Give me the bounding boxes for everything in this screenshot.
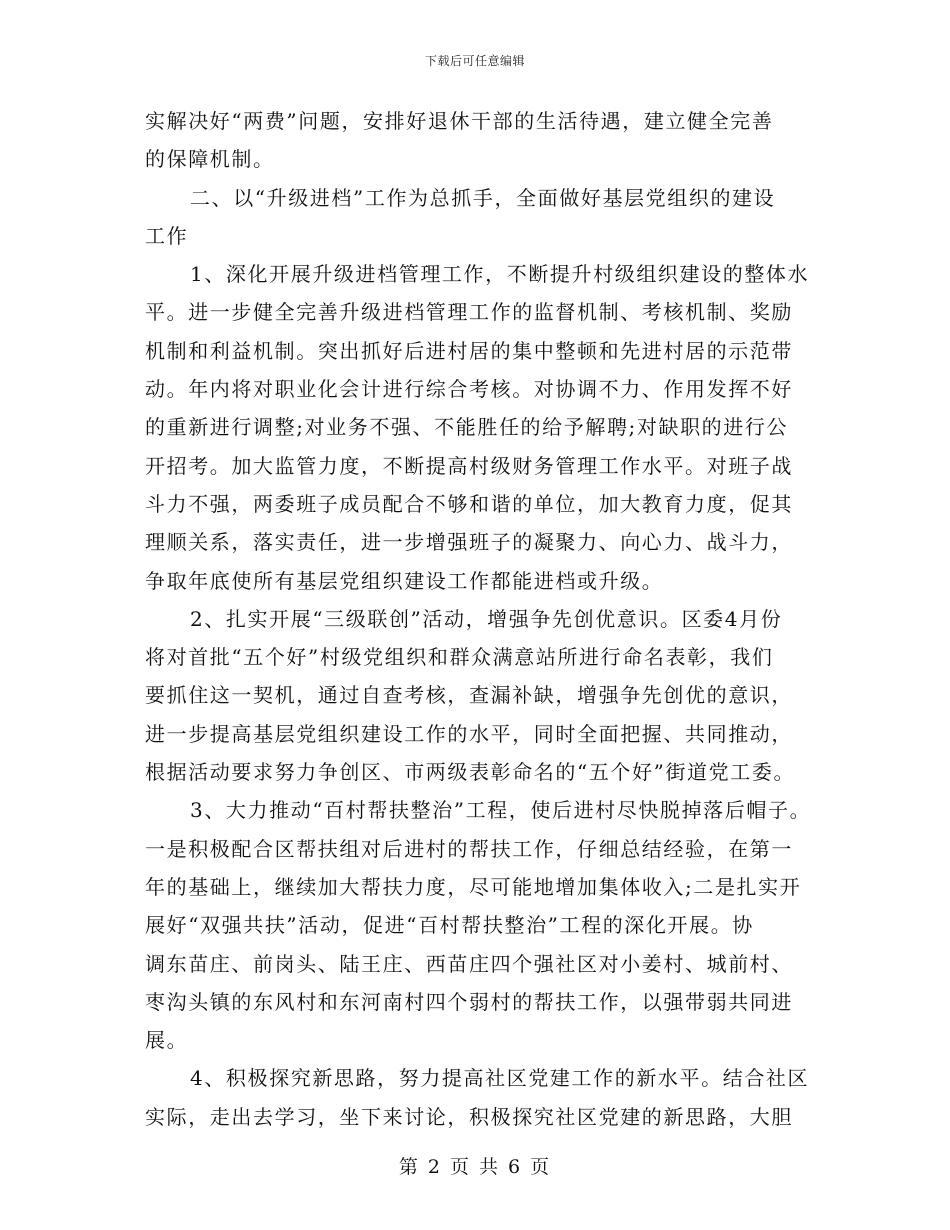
section-heading-cont: 工作	[145, 223, 189, 248]
text-line: 要抓住这一契机，通过自查考核，查漏补缺，增强争先创优的意识，	[145, 683, 793, 708]
text-line: 动。年内将对职业化会计进行综合考核。对协调不力、作用发挥不好	[145, 377, 793, 402]
paragraph-start: 1、深化开展升级进档管理工作，不断提升村级组织建设的整体水	[190, 262, 810, 287]
text-line: 斗力不强，两委班子成员配合不够和谐的单位，加大教育力度，促其	[145, 491, 793, 516]
page-header: 下载后可任意编辑	[424, 54, 525, 68]
text-line: 平。进一步健全完善升级进档管理工作的监督机制、考核机制、奖励	[145, 300, 793, 325]
text-line: 调东苗庄、前岗头、陆王庄、西苗庄四个强社区对小姜村、城前村、	[145, 951, 793, 976]
paragraph-start: 4、积极探究新思路，努力提高社区党建工作的新水平。结合社区	[190, 1066, 810, 1091]
text-line: 展好“双强共扶”活动，促进“百村帮扶整治”工程的深化开展。协	[145, 913, 754, 938]
text-line: 根据活动要求努力争创区、市两级表彰命名的“五个好”街道党工委。	[145, 760, 796, 785]
paragraph-start: 3、大力推动“百村帮扶整治”工程，使后进村尽快脱掉落后帽子。	[190, 798, 812, 823]
text-line: 实解决好“两费”问题，安排好退休干部的生活待遇，建立健全完善	[145, 109, 774, 133]
text-line: 进一步提高基层党组织建设工作的水平，同时全面把握、共同推动，	[145, 721, 793, 746]
text-line: 实际，走出去学习，坐下来讨论，积极探究社区党建的新思路，大胆	[145, 1104, 793, 1129]
text-line: 理顺关系，落实责任，进一步增强班子的凝聚力、向心力、战斗力，	[145, 530, 793, 555]
page-footer: 第 2 页 共 6 页	[398, 1156, 552, 1178]
text-line: 将对首批“五个好”村级党组织和群众满意站所进行命名表彰，我们	[145, 645, 774, 670]
text-line: 开招考。加大监管力度，不断提高村级财务管理工作水平。对班子战	[145, 453, 793, 478]
text-line: 机制和利益机制。突出抓好后进村居的集中整顿和先进村居的示范带	[145, 338, 793, 363]
text-line: 展。	[145, 1028, 189, 1053]
text-line: 的保障机制。	[145, 147, 275, 172]
paragraph-start: 2、扎实开展“三级联创”活动，增强争先创优意识。区委4月份	[190, 606, 783, 631]
text-line: 年的基础上，继续加大帮扶力度，尽可能地增加集体收入;二是扎实开	[145, 874, 802, 899]
text-line: 一是积极配合区帮扶组对后进村的帮扶工作，仔细总结经验，在第一	[145, 836, 793, 861]
text-line: 枣沟头镇的东风村和东河南村四个弱村的帮扶工作，以强带弱共同进	[145, 989, 793, 1014]
body-text	[145, 102, 820, 1136]
section-heading: 二、以“升级进档”工作为总抓手，全面做好基层党组织的建设	[190, 185, 776, 210]
text-line: 的重新进行调整;对业务不强、不能胜任的给予解聘;对缺职的进行公	[145, 415, 789, 440]
text-line: 争取年底使所有基层党组织建设工作都能进档或升级。	[145, 568, 664, 593]
